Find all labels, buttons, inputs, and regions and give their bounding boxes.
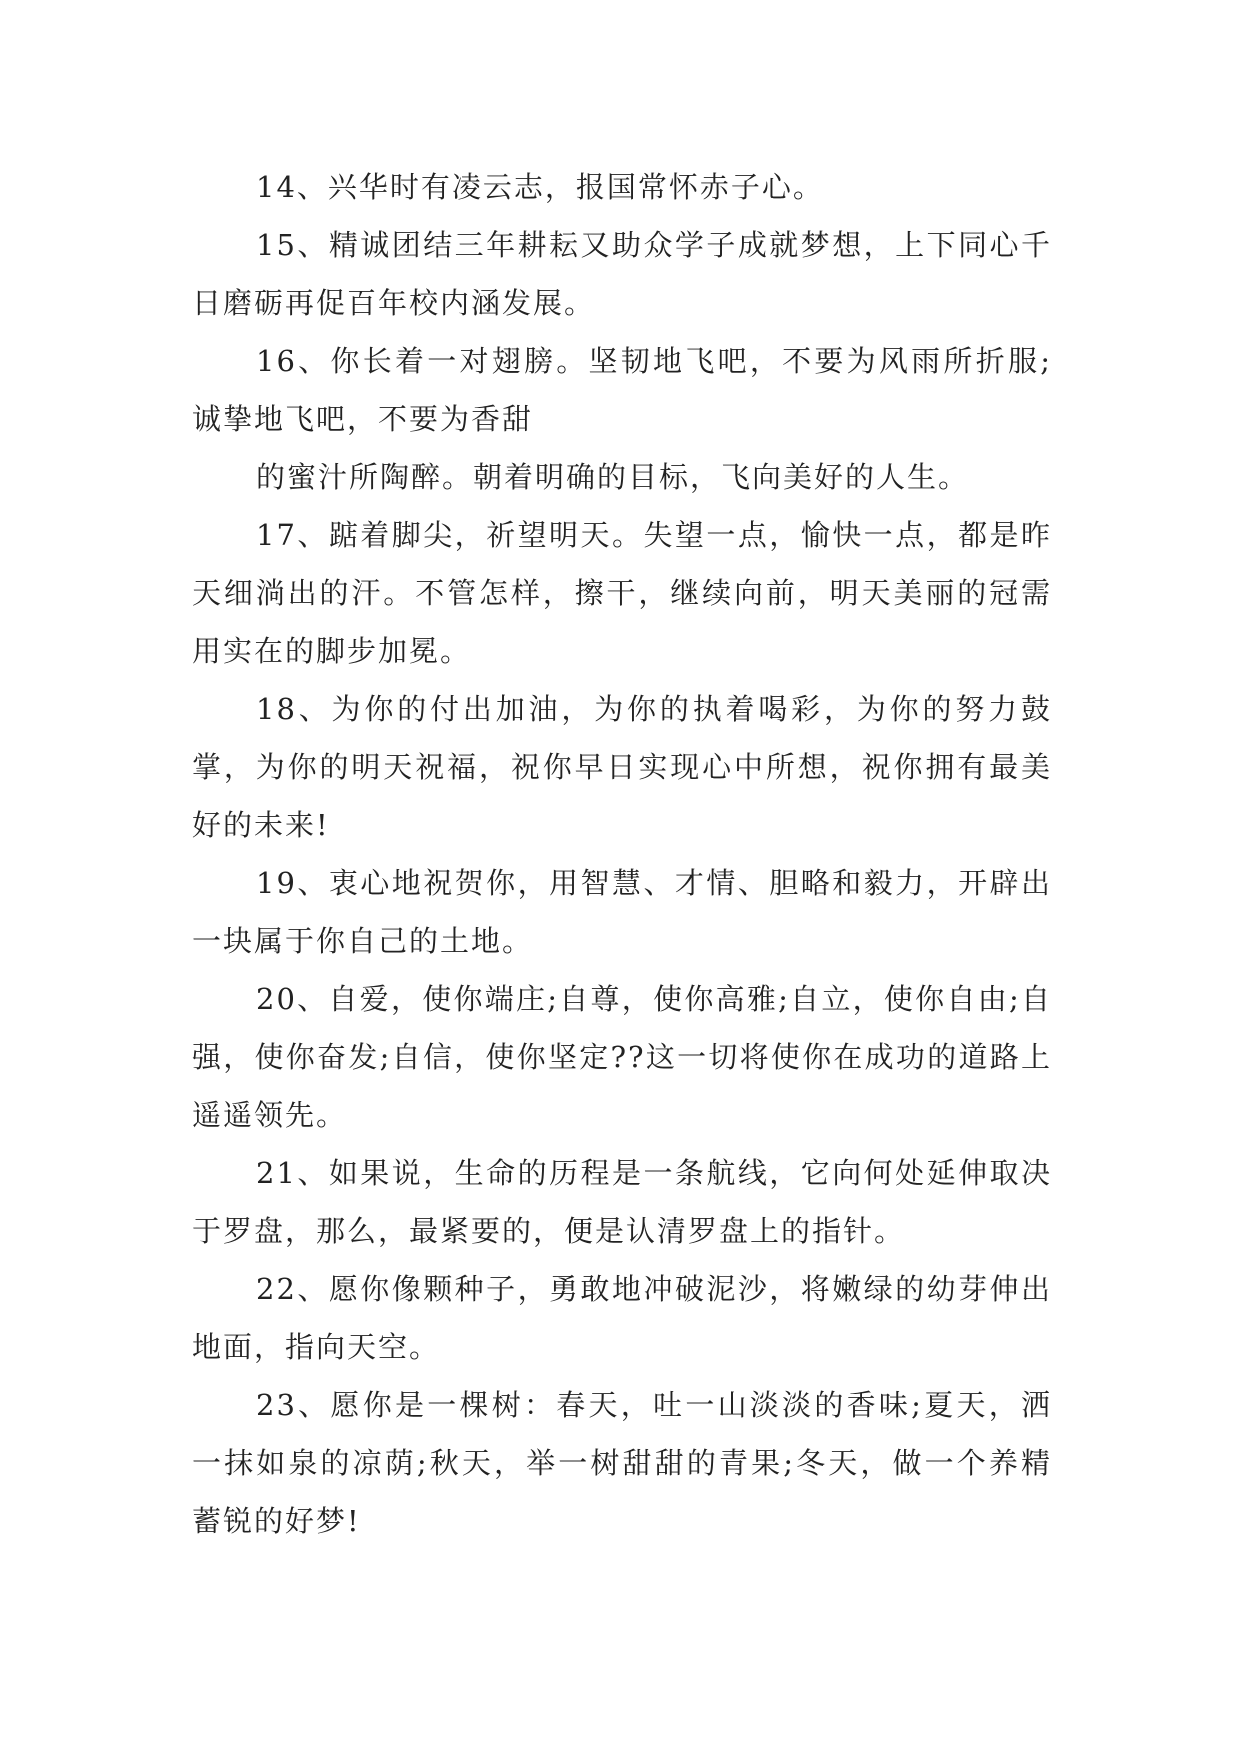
paragraph-15: 15、精诚团结三年耕耘又助众学子成就梦想，上下同心千日磨砺再促百年校内涵发展。: [192, 228, 1052, 320]
paragraph-22: 22、愿你像颗种子，勇敢地冲破泥沙，将嫩绿的幼芽伸出地面，指向天空。: [192, 1272, 1052, 1364]
paragraph-19: 19、衷心地祝贺你，用智慧、才情、胆略和毅力，开辟出一块属于你自己的土地。: [192, 866, 1052, 958]
paragraph-20: 20、自爱，使你端庄;自尊，使你高雅;自立，使你自由;自强，使你奋发;自信，使你坚定??这一切将使你在成功的道路上遥遥领先。: [192, 982, 1052, 1132]
paragraph-17: 17、踮着脚尖，祈望明天。失望一点，愉快一点，都是昨天细淌出的汗。不管怎样，擦干，继续向前，明天美丽的冠需用实在的脚步加冕。: [192, 518, 1052, 668]
paragraph-23: 23、愿你是一棵树：春天，吐一山淡淡的香味;夏天，洒一抹如泉的凉荫;秋天，举一树甜甜的青果;冬天，做一个养精蓄锐的好梦!: [192, 1388, 1052, 1538]
document-body: [192, 158, 1052, 1550]
paragraph-16-continued: 的蜜汁所陶醉。朝着明确的目标，飞向美好的人生。: [256, 460, 970, 494]
paragraph-16: 16、你长着一对翅膀。坚韧地飞吧，不要为风雨所折服;诚挚地飞吧，不要为香甜: [192, 344, 1052, 436]
paragraph-18: 18、为你的付出加油，为你的执着喝彩，为你的努力鼓掌，为你的明天祝福，祝你早日实现心中所想，祝你拥有最美好的未来!: [192, 692, 1052, 842]
paragraph-14: 14、兴华时有凌云志，报国常怀赤子心。: [256, 170, 824, 204]
paragraph-21: 21、如果说，生命的历程是一条航线，它向何处延伸取决于罗盘，那么，最紧要的，便是认清罗盘上的指针。: [192, 1156, 1052, 1248]
